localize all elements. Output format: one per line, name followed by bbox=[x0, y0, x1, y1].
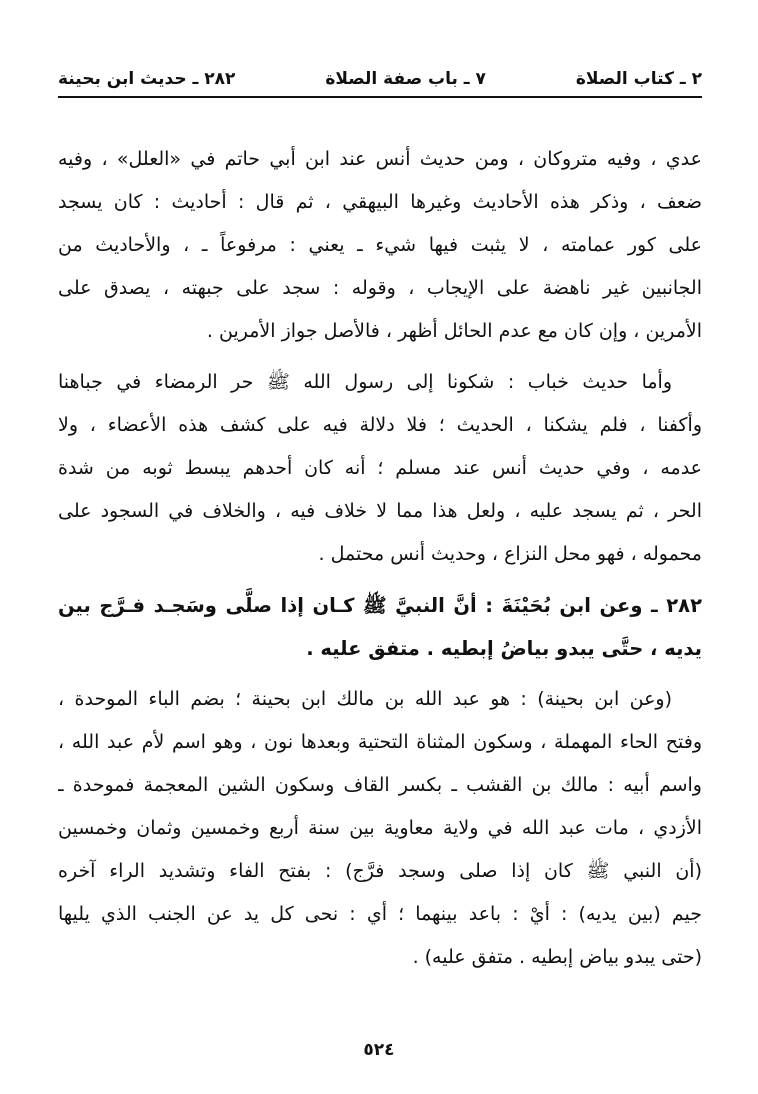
text-line: وأما حديث خباب : شكونا إلى رسول الله ﷺ حر الرمضاء في جباهنا bbox=[58, 371, 672, 393]
text-line: الحر ، ثم يسجد عليه ، ولعل هذا مما لا خلاف فيه ، والخلاف في السجود على bbox=[58, 500, 702, 522]
paragraph-gap bbox=[58, 670, 702, 678]
text-line: عدمه ، وفي حديث أنس عند مسلم ؛ أنه كان أحدهم يبسط ثوبه من شدة bbox=[58, 457, 702, 479]
text-line: الجانبين غير ناهضة على الإيجاب ، وقوله : سجد على جبهته ، يصدق على bbox=[58, 277, 702, 299]
hadith-text bbox=[58, 584, 702, 670]
text-line: (أن النبي ﷺ كان إذا صلى وسجد فرَّج) : بفتح الفاء وتشديد الراء آخره bbox=[58, 860, 702, 882]
text-line: الأزدي ، مات عبد الله في ولاية معاوية بين سنة أربع وخمسين وثمان وخمسين bbox=[58, 817, 702, 839]
page-number: ٥٢٤ bbox=[363, 1040, 395, 1060]
text-line: (وعن ابن بحينة) : هو عبد الله بن مالك ابن بحينة ؛ بضم الباء الموحدة ، bbox=[58, 688, 672, 710]
header-rule bbox=[58, 96, 702, 98]
header-chapter-title: ٧ ـ باب صفة الصلاة bbox=[325, 69, 486, 89]
header-book-title: ٢ ـ كتاب الصلاة bbox=[575, 69, 702, 89]
text-line: جيم (بين يديه) : أيْ : باعد بينهما ؛ أي : نحى كل يد عن الجنب الذي يليها bbox=[58, 903, 702, 925]
text-line: محموله ، فهو محل النزاع ، وحديث أنس محتمل . bbox=[318, 543, 702, 565]
text-line: عدي ، وفيه متروكان ، ومن حديث أنس عند ابن أبي حاتم في «العلل» ، وفيه bbox=[58, 148, 702, 170]
text-line: ٢٨٢ ـ وعن ابن بُحَيْنَةَ : أنَّ النبيَّ ﷺ كـان إذا صلَّى وسَجـد فـرَّج بين bbox=[58, 594, 702, 617]
paragraph-gap bbox=[58, 353, 702, 361]
page-body bbox=[58, 138, 702, 979]
running-header bbox=[58, 64, 702, 94]
text-line: وأكفنا ، فلم يشكنا ، الحديث ؛ فلا دلالة فيه على كشف هذه الأعضاء ، ولا bbox=[58, 414, 702, 436]
commentary-paragraph bbox=[58, 138, 702, 353]
text-line: يديه ، حتَّى يبدو بياضُ إبطيه . متفق عليه . bbox=[306, 637, 702, 660]
text-line: (حتى يبدو بياض إبطيه . متفق عليه) . bbox=[412, 946, 702, 968]
commentary-paragraph bbox=[58, 678, 702, 979]
commentary-paragraph bbox=[58, 361, 702, 576]
text-line: الأمرين ، وإن كان مع عدم الحائل أظهر ، فالأصل جواز الأمرين . bbox=[206, 320, 702, 342]
header-hadith-title: ٢٨٢ ـ حديث ابن بحينة bbox=[58, 69, 236, 89]
text-line: واسم أبيه : مالك بن القشب ـ بكسر القاف وسكون الشين المعجمة فموحدة ـ bbox=[58, 774, 702, 796]
text-line: على كور عمامته ، لا يثبت فيها شيء ـ يعني : مرفوعاً ـ ، والأحاديث من bbox=[58, 234, 702, 256]
paragraph-gap bbox=[58, 576, 702, 584]
text-line: ضعف ، وذكر هذه الأحاديث وغيرها البيهقي ، ثم قال : أحاديث : كان يسجد bbox=[58, 191, 702, 213]
text-line: وفتح الحاء المهملة ، وسكون المثناة التحتية وبعدها نون ، وهو اسم لأم عبد الله ، bbox=[58, 731, 702, 753]
